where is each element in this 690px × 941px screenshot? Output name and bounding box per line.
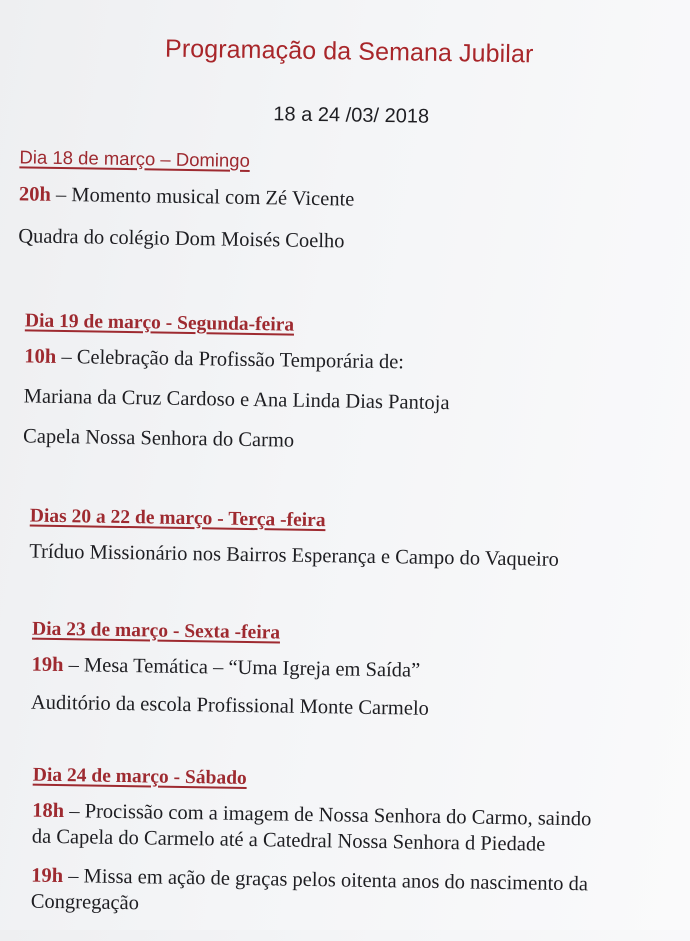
page-title: Programação da Semana Jubilar	[164, 34, 534, 69]
event-time: 10h	[24, 345, 57, 368]
section-heading: Dias 20 a 22 de março - Terça -feira	[29, 505, 326, 532]
schedule-line: 19h – Mesa Temática – “Uma Igreja em Saída”	[31, 653, 421, 682]
section-days-20-22	[29, 506, 559, 573]
schedule-line: 19h – Missa em ação de graças pelos oitenta anos do nascimento da	[31, 864, 589, 896]
event-text: Capela Nossa Senhora do Carmo	[22, 425, 295, 452]
event-text: Mariana da Cruz Cardoso e Ana Linda Dias Pantoja	[23, 385, 450, 415]
event-time: 19h	[31, 864, 64, 888]
date-range: 18 a 24 /03/ 2018	[273, 103, 430, 128]
event-text: Procissão com a imagem de Nossa Senhora do Carmo, saindo	[84, 800, 592, 831]
event-text: Mesa Temática – “Uma Igreja em Saída”	[83, 654, 421, 682]
section-heading: Dia 23 de março - Sexta -feira	[31, 618, 281, 644]
schedule-line: 10h – Celebração da Profissão Temporária de:	[24, 345, 405, 374]
event-text: Celebração da Profissão Temporária de:	[76, 346, 405, 374]
schedule-line	[18, 224, 354, 254]
section-day-18	[18, 146, 355, 254]
section-heading: Dia 19 de março - Segunda-feira	[24, 310, 295, 336]
schedule-line	[23, 424, 449, 456]
schedule-line	[31, 691, 429, 722]
schedule-line	[29, 540, 559, 573]
event-time: 19h	[31, 653, 64, 677]
event-text: Congregação	[30, 890, 140, 915]
event-text: Tríduo Missionário nos Bairros Esperança e Campo do Vaqueiro	[29, 540, 559, 571]
event-text: Quadra do colégio Dom Moisés Coelho	[18, 225, 345, 253]
event-text: Auditório da escola Profissional Monte Carmelo	[30, 691, 430, 720]
section-day-23	[31, 619, 430, 722]
section-day-19	[23, 310, 451, 456]
event-text: Momento musical com Zé Vicente	[71, 184, 355, 211]
schedule-line: 18h – Procissão com a imagem de Nossa Senhora do Carmo, saindo	[32, 799, 592, 831]
section-heading: Dia 18 de março – Domingo	[19, 146, 251, 171]
schedule-line: 20h – Momento musical com Zé Vicente	[18, 183, 355, 211]
event-time: 20h	[18, 183, 52, 206]
event-text: da Capela do Carmelo até a Catedral Nossa Senhora d Piedade	[31, 825, 546, 856]
schedule-line	[24, 384, 450, 416]
section-heading: Dia 24 de março - Sábado	[32, 764, 247, 789]
event-text: Missa em ação de graças pelos oitenta anos do nascimento da	[83, 865, 589, 896]
event-time: 18h	[32, 799, 65, 823]
section-day-24	[31, 765, 592, 924]
